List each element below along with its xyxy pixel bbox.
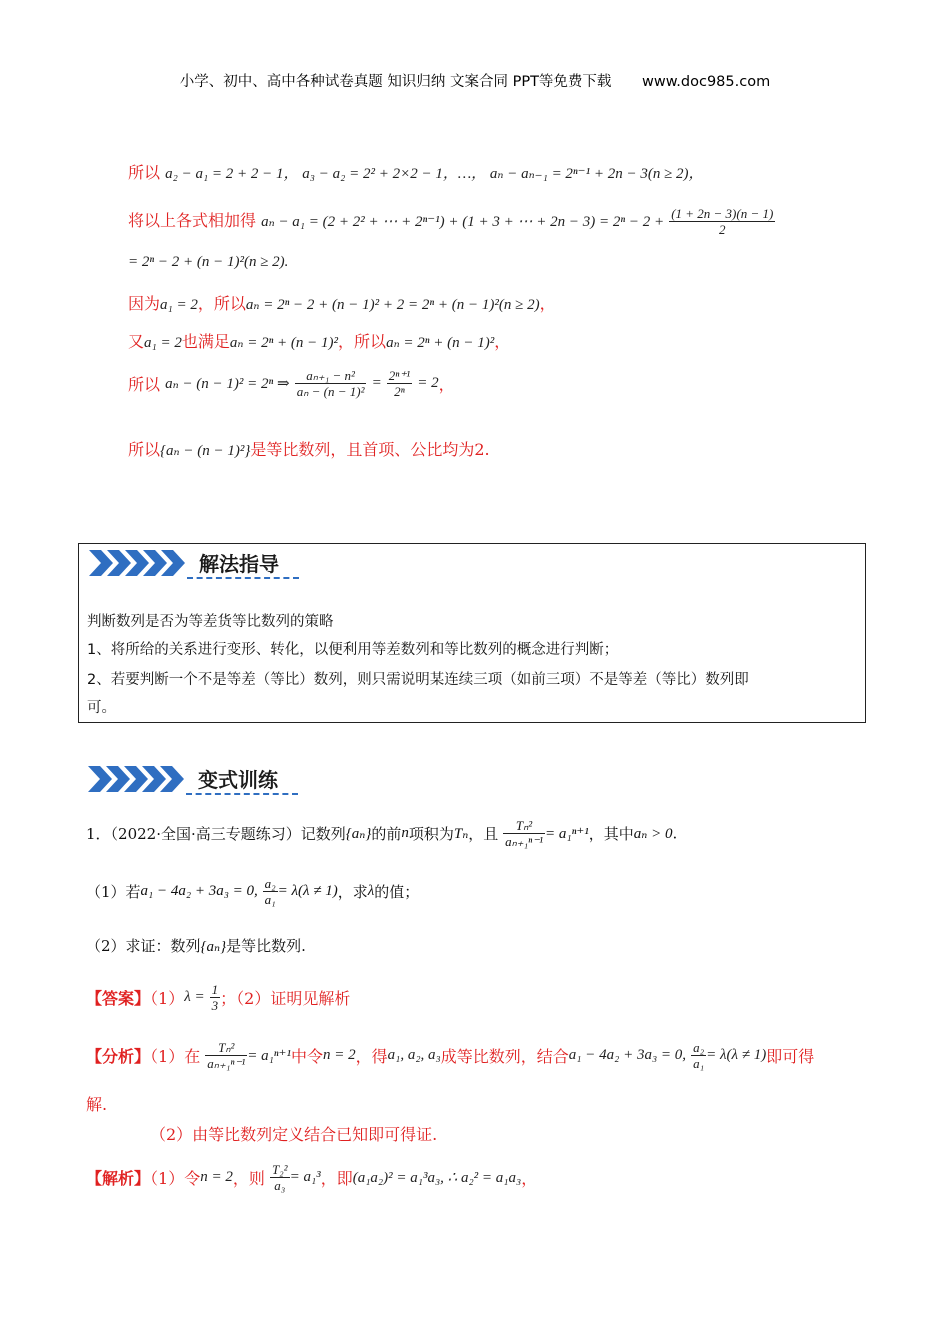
practice-banner — [86, 760, 386, 800]
solution-line-1: 所以 a₂ − a₁ = 2 + 2 − 1， a₃ − a₂ = 2² + 2×2 − 1，…， aₙ − aₙ₋₁ = 2ⁿ⁻¹ + 2n − 3(n ≥ 2)， — [128, 163, 704, 182]
solution-line-7: 所以{aₙ − (n − 1)²}是等比数列，且首项、公比均为2. — [128, 440, 490, 459]
answer-fraction: $\frac{1}{3}$ — [211, 982, 219, 1013]
question-1-part-1: （1）若a₁ − 4a₂ + 3a₃ = 0, $\frac{\text{a₂}}{\text{a₁}}$ = λ(λ ≠ 1)，求λ的值； — [86, 876, 420, 907]
chevron-arrows-icon — [86, 762, 186, 796]
ratio-fraction-2: $\frac{\text{2ⁿ⁺¹}}{\text{2ⁿ}}$ — [388, 368, 411, 399]
solution-line-3: = 2ⁿ − 2 + (n − 1)²(n ≥ 2). — [128, 254, 289, 270]
title-underline — [187, 577, 299, 579]
solution-line-2: 将以上各式相加得 aₙ − a₁ = (2 + 2² + ⋯ + 2ⁿ⁻¹) + (1 + 3 + ⋯ + 2n − 3) = 2ⁿ − 2 + $\frac{(1 + 2n - 3)(n - 1)}{2}$ — [128, 206, 774, 237]
title-underline — [186, 793, 298, 795]
method-line-4: 可。 — [87, 700, 116, 716]
question-1-part-2: （2）求证：数列{aₙ}是等比数列. — [86, 937, 306, 955]
q1-fraction: $\frac{\text{Tₙ²}}{\text{aₙ₊₁ⁿ⁻¹}}$ — [505, 818, 544, 849]
analysis-fraction-1: $\frac{\text{Tₙ²}}{\text{aₙ₊₁ⁿ⁻¹}}$ — [207, 1040, 246, 1071]
question-1: 1．（2022·全国·高三专题练习）记数列{aₙ}的前n项积为Tₙ，且 $\frac{\text{Tₙ²}}{\text{aₙ₊₁ⁿ⁻¹}}$ = a₁ⁿ⁺¹，其中aₙ > 0. — [86, 818, 678, 849]
practice-title: 变式训练 — [198, 768, 278, 792]
method-line-3: 2、若要判断一个不是等差（等比）数列，则只需说明某连续三项（如前三项）不是等差（等比）数列即 — [87, 672, 749, 688]
chevron-arrows-icon — [87, 546, 187, 580]
solution-line-5: 又a₁ = 2也满足aₙ = 2ⁿ + (n − 1)²，所以aₙ = 2ⁿ + (n − 1)²， — [128, 332, 511, 351]
header-url[interactable]: www.doc985.com — [642, 74, 771, 90]
analysis-line-1: 【分析】（1）在 $\frac{\text{Tₙ²}}{\text{aₙ₊₁ⁿ⁻¹}}$ = a₁ⁿ⁺¹中令n = 2，得a₁, a₂, a₃成等比数列，结合a₁ − 4a₂ + 3a₃ = 0, $\frac{\text{a₂}}{\text{a₁}}$ = λ(λ ≠ 1)即可得 — [86, 1040, 815, 1071]
p1-fraction: $\frac{\text{a₂}}{\text{a₁}}$ — [264, 876, 276, 907]
sum-fraction: $\frac{(1 + 2n - 3)(n - 1)}{2}$ — [671, 206, 774, 237]
page-header — [0, 70, 950, 91]
solution-line: 【解析】（1）令n = 2，则 $\frac{\text{T₂²}}{\text{a₃}}$ = a₁³，即(a₁a₂)² = a₁³a₃, ∴ a₂² = a₁a₃， — [86, 1162, 538, 1193]
solution-line-6: 所以 aₙ − (n − 1)² = 2ⁿ ⇒ $\frac{\text{aₙ₊₁ − n²}}{\text{aₙ − (n − 1)²}}$ = $\frac{\text{2ⁿ⁺¹}}{\text{2ⁿ}}$ = 2， — [128, 368, 455, 399]
analysis-line-1-wrap: 解. — [86, 1095, 108, 1114]
ratio-fraction-1: $\frac{\text{aₙ₊₁ − n²}}{\text{aₙ − (n − 1)²}}$ — [296, 368, 365, 399]
analysis-line-2: （2）由等比数列定义结合已知即可得证. — [150, 1125, 438, 1144]
method-line-1: 判断数列是否为等差货等比数列的策略 — [87, 614, 334, 630]
header-text: 小学、初中、高中各种试卷真题 知识归纳 文案合同 PPT等免费下载 — [179, 74, 612, 90]
solution-fraction: $\frac{\text{T₂²}}{\text{a₃}}$ — [271, 1162, 288, 1193]
method-banner — [79, 544, 865, 584]
method-box — [78, 543, 866, 723]
answer-line: 【答案】（1）λ = $\frac{1}{3}$ ；（2）证明见解析 — [86, 982, 351, 1013]
solution-line-4: 因为a₁ = 2，所以aₙ = 2ⁿ − 2 + (n − 1)² + 2 = 2ⁿ + (n − 1)²(n ≥ 2)， — [128, 294, 556, 313]
method-title: 解法指导 — [199, 552, 279, 576]
method-line-2: 1、将所给的关系进行变形、转化，以便利用等差数列和等比数列的概念进行判断； — [87, 642, 619, 658]
analysis-fraction-2: $\frac{\text{a₂}}{\text{a₁}}$ — [693, 1040, 705, 1071]
